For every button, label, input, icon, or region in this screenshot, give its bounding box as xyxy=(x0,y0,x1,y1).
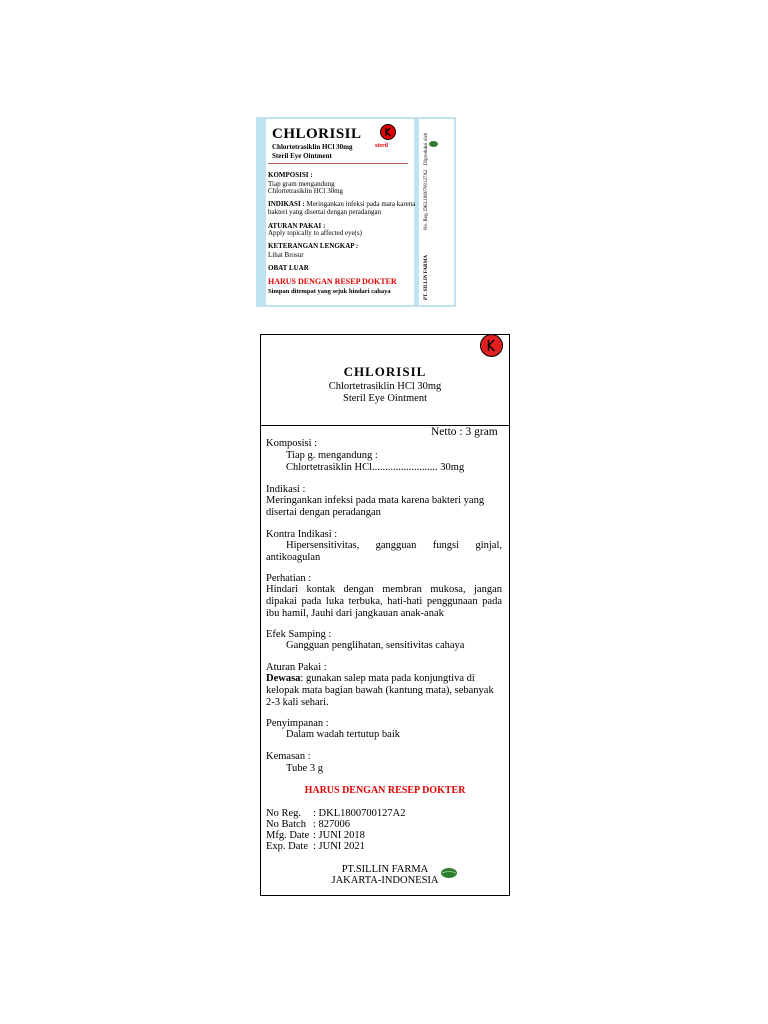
komposisi-line1: Tiap g. mengandung : xyxy=(286,450,378,461)
penyimpanan-text: Dalam wadah tertutup baik xyxy=(286,729,401,740)
komposisi-line2: Chlortetrasiklin HCl......................... 30mg xyxy=(286,462,465,473)
box-keterangan-title: KETERANGAN LENGKAP : xyxy=(268,242,359,250)
aturan-title: Aturan Pakai : xyxy=(266,662,327,673)
exp-value: : JUNI 2021 xyxy=(313,841,365,852)
indikasi-title: Indikasi : xyxy=(266,484,306,495)
perhatian-title: Perhatian : xyxy=(266,573,312,584)
box-aturan-line1: Apply topically to affected eye(s) xyxy=(268,229,362,237)
brand-name: CHLORISIL xyxy=(343,364,427,379)
kontra-text: Hipersensitivitas, gangguan fungsi ginjal, antikoagulan xyxy=(266,540,502,563)
subtitle-composition: Chlortetrasiklin HCl 30mg xyxy=(328,381,442,392)
box-storage-note: Simpan ditempat yang sejuk hindari cahaya xyxy=(268,288,391,295)
box-keterangan-line1: Lihat Brosur xyxy=(268,251,304,259)
box-komposisi-title: KOMPOSISI : xyxy=(268,171,313,179)
prescription-warning: HARUS DENGAN RESEP DOKTER xyxy=(304,785,466,796)
netto-weight: Netto : 3 gram xyxy=(431,426,498,438)
penyimpanan-title: Penyimpanan : xyxy=(266,718,329,729)
box-side-company: PT. SILLIN FARMA xyxy=(424,255,429,300)
box-aturan-title: ATURAN PAKAI : xyxy=(268,222,326,230)
leaf-logo-icon xyxy=(429,141,438,147)
box-divider xyxy=(268,163,408,164)
box-indikasi-line2: bakteri yang disertai dengan peradangan xyxy=(268,208,382,216)
kemasan-text: Tube 3 g xyxy=(286,763,323,774)
company-name: PT.SILLIN FARMA xyxy=(341,864,429,875)
noreg-label: No Reg. xyxy=(266,808,301,819)
mfg-label: Mfg. Date xyxy=(266,830,310,841)
efek-title: Efek Samping : xyxy=(266,629,332,640)
noreg-value: : DKL1800700127A2 xyxy=(313,808,406,819)
box-komposisi-line2: Chlortetrasiklin HCl 30mg xyxy=(268,187,344,195)
box-subtitle-form: Steril Eye Ointment xyxy=(272,152,332,160)
k-mark-icon xyxy=(380,124,396,140)
box-side-reg: No. Reg. DKL1800700127A2 xyxy=(424,169,429,230)
box-subtitle-composition: Chlortetrasiklin HCl 30mg xyxy=(272,143,353,151)
box-side-produksi: Diproduksi oleh xyxy=(424,132,429,165)
komposisi-title: Komposisi : xyxy=(266,438,318,449)
mfg-value: : JUNI 2018 xyxy=(313,830,365,841)
box-prescription-warning: HARUS DENGAN RESEP DOKTER xyxy=(268,277,397,286)
leaf-logo-icon xyxy=(440,866,458,878)
exp-label: Exp. Date xyxy=(266,841,308,852)
subtitle-form: Steril Eye Ointment xyxy=(343,393,427,404)
company-city: JAKARTA-INDONESIA xyxy=(331,875,439,886)
box-obat-luar: OBAT LUAR xyxy=(268,264,309,272)
box-komposisi-line1: Tiap gram mengandung xyxy=(268,180,335,188)
efek-text: Gangguan penglihatan, sensitivitas cahaya xyxy=(286,640,465,651)
perhatian-text: Hindari kontak dengan membran mukosa, jangan dipakai pada luka terbuka, hati-hati penggunaan pada ibu hamil, Jauhi dari jangkauan anak-anak xyxy=(266,584,502,619)
box-steril-stamp: steril xyxy=(375,143,388,149)
box-brand-name: CHLORISIL xyxy=(272,126,362,142)
k-mark-icon xyxy=(480,334,503,357)
aturan-text: Dewasa: gunakan salep mata pada konjungtiva di kelopak mata bagian bawah (kantung mata), sebanyak 2-3 kali sehari. xyxy=(266,673,494,708)
kontra-title: Kontra Indikasi : xyxy=(266,529,338,540)
nobatch-label: No Batch xyxy=(266,819,306,830)
kemasan-title: Kemasan : xyxy=(266,751,311,762)
box-indikasi: INDIKASI : Meringankan infeksi pada mata karena xyxy=(268,200,416,208)
nobatch-value: : 827006 xyxy=(313,819,351,830)
indikasi-text: Meringankan infeksi pada mata karena bakteri yang disertai dengan peradangan xyxy=(266,495,485,518)
